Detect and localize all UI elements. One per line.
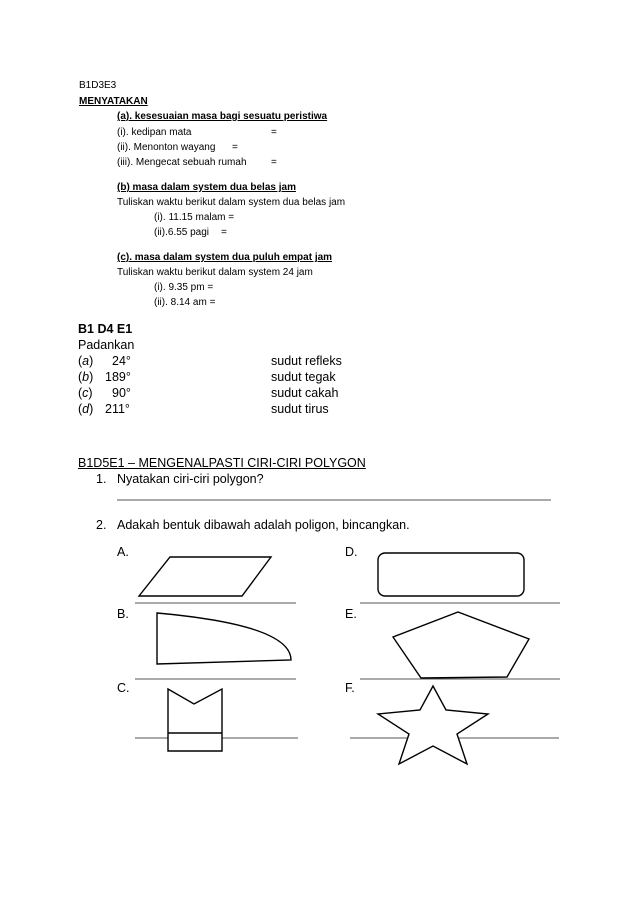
part-b-title: (b) masa dalam system dua belas jam	[117, 182, 296, 193]
shape-label-e: E.	[345, 607, 357, 621]
section2-subtitle: Padankan	[78, 338, 135, 352]
q1-number: 1.	[96, 472, 107, 486]
part-b-item-2: (ii).6.55 pagi	[154, 227, 210, 238]
match-row-d-letter: (d)	[78, 402, 94, 416]
part-b-item-1: (i). 11.15 malam =	[154, 212, 235, 223]
part-c-item-2: (ii). 8.14 am =	[154, 297, 216, 308]
section1-heading: MENYATAKAN	[79, 96, 148, 107]
part-a-item-1: (i). kedipan mata	[117, 127, 192, 138]
part-c-item-1: (i). 9.35 pm =	[154, 282, 214, 293]
match-row-c-angle: 90°	[112, 386, 131, 400]
notched-shape	[168, 689, 222, 751]
part-c-instruction: Tuliskan waktu berikut dalam system 24 jam	[117, 267, 313, 278]
shape-label-d: D.	[345, 545, 358, 559]
match-row-d-answer: sudut tirus	[271, 402, 329, 416]
match-letter: b	[82, 370, 90, 384]
match-row-a-angle: 24°	[112, 354, 131, 368]
curved-sector-shape	[157, 613, 291, 664]
match-letter: c	[82, 386, 89, 400]
section1-code: B1D3E3	[79, 80, 117, 91]
pentagon-shape	[393, 612, 529, 678]
match-row-c-answer: sudut cakah	[271, 386, 339, 400]
match-row-c-letter: (c)	[78, 386, 93, 400]
part-a-item-3: (iii). Mengecat sebuah rumah	[117, 157, 247, 168]
part-a-item-2: (ii). Menonton wayang	[117, 142, 216, 153]
match-row-a-letter: (a)	[78, 354, 94, 368]
star-shape	[378, 686, 488, 764]
shape-label-f: F.	[345, 681, 355, 695]
part-a-item-3-eq: =	[271, 157, 277, 168]
part-c-title: (c). masa dalam system dua puluh empat jam	[117, 252, 333, 263]
match-row-d-angle: 211°	[105, 402, 130, 416]
q1-text: Nyatakan ciri-ciri polygon?	[117, 472, 264, 486]
part-b-item-2-eq: =	[221, 227, 227, 238]
match-row-b-answer: sudut tegak	[271, 370, 336, 384]
section3-title: B1D5E1 – MENGENALPASTI CIRI-CIRI POLYGON	[78, 456, 366, 470]
section2-code: B1 D4 E1	[78, 322, 133, 336]
part-a-item-1-eq: =	[271, 127, 277, 138]
parallelogram-shape	[139, 557, 271, 596]
part-a-title: (a). kesesuaian masa bagi sesuatu peristiwa	[117, 111, 328, 122]
rounded-rectangle-shape	[378, 553, 524, 596]
part-a-item-2-eq: =	[232, 142, 238, 153]
shape-label-a: A.	[117, 545, 129, 559]
q2-number: 2.	[96, 518, 107, 532]
match-row-b-letter: (b)	[78, 370, 94, 384]
shape-label-b: B.	[117, 607, 129, 621]
q2-text: Adakah bentuk dibawah adalah poligon, bincangkan.	[117, 518, 410, 532]
match-letter: a	[82, 354, 90, 368]
match-row-a-answer: sudut refleks	[271, 354, 342, 368]
shape-label-c: C.	[117, 681, 130, 695]
match-letter: d	[82, 402, 90, 416]
part-b-instruction: Tuliskan waktu berikut dalam system dua belas jam	[117, 197, 346, 208]
match-row-b-angle: 189°	[105, 370, 131, 384]
